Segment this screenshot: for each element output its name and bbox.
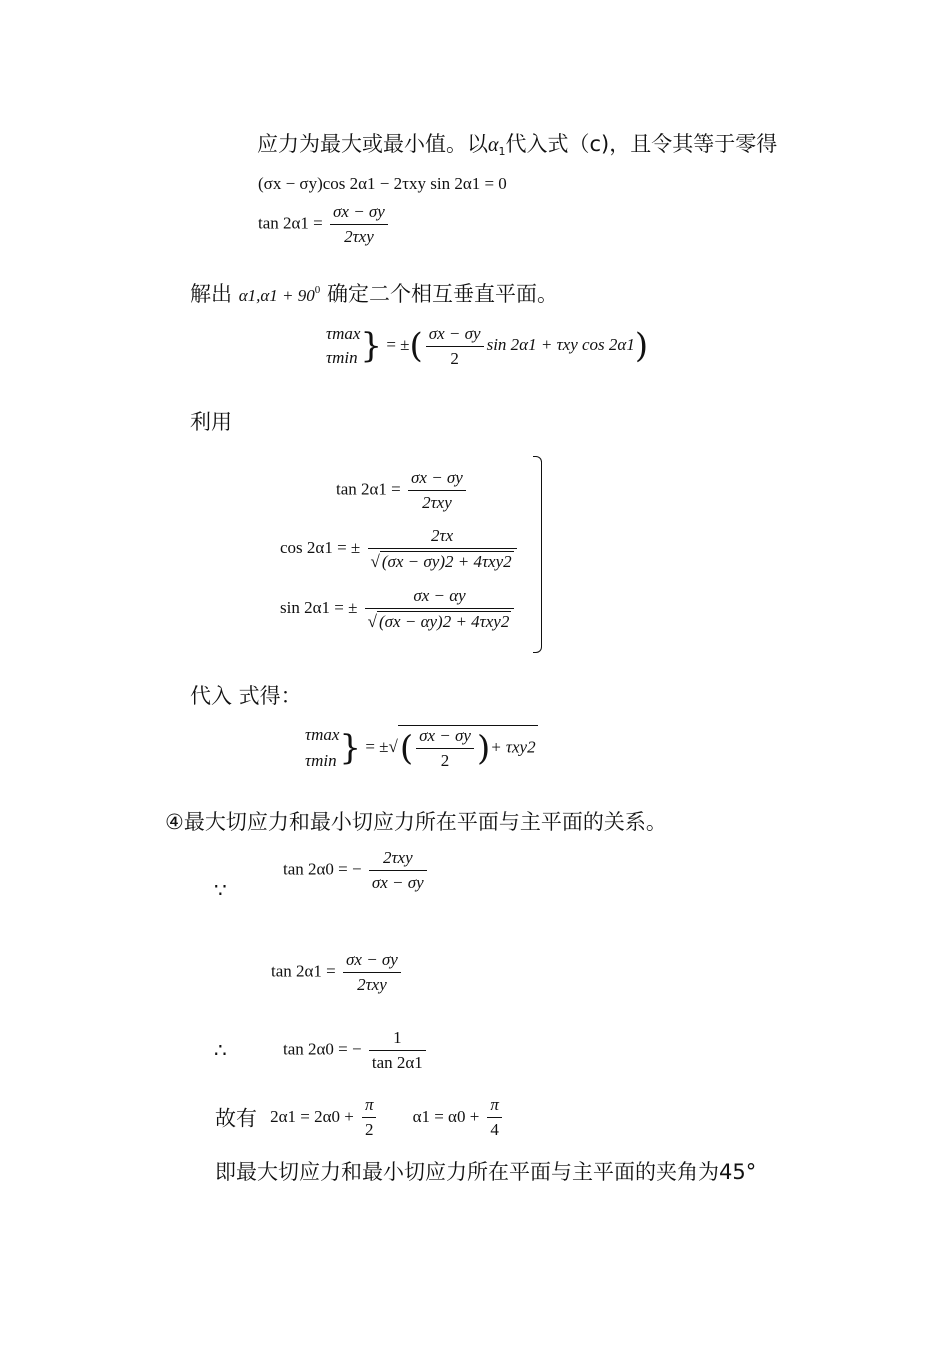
line1-text-a: 应力为最大或最小值。以 — [257, 132, 488, 156]
heading-4: ④最大切应力和最小切应力所在平面与主平面的关系。 — [165, 810, 667, 834]
eq2-lhs: tan 2α1 = — [258, 213, 323, 233]
eq4-eqpm: = ± — [365, 736, 389, 756]
eq4-fraction — [416, 726, 474, 771]
sys-sin-numerator: σx − αy — [365, 586, 515, 609]
eq7-lhs: tan 2α0 = − — [283, 1039, 362, 1059]
hence-line — [215, 1095, 505, 1140]
hence-eqB-lhs: α1 = α0 + — [412, 1107, 480, 1126]
eq5-lhs: tan 2α0 = − — [283, 859, 362, 879]
alpha-subscript: 1 — [498, 145, 506, 158]
sys-cos-numerator: 2τx — [368, 526, 517, 549]
eq3-numerator: σx − σy — [426, 324, 484, 347]
eq3-tau-stack — [326, 322, 360, 370]
text-line-1 — [257, 128, 777, 158]
equation-3 — [326, 322, 648, 370]
text-use: 利用 — [190, 410, 232, 434]
sys-sin-lhs: sin 2α1 = ± — [280, 597, 358, 617]
eq5-denominator: σx − σy — [371, 873, 424, 892]
eq5-fraction — [369, 848, 427, 893]
alpha-symbol: α — [488, 134, 499, 156]
eq4-tau-min: τmin — [305, 751, 337, 770]
line1-text-b: 代入式（c)，且令其等于零得 — [505, 132, 778, 156]
eq7-numerator: 1 — [369, 1028, 426, 1051]
eq6-lhs: tan 2α1 = — [271, 961, 336, 981]
hence-text: 故有 — [215, 1106, 257, 1131]
sys-right-brace — [533, 456, 542, 653]
equation-6 — [271, 950, 404, 995]
eq2-fraction — [330, 202, 388, 247]
solve-math: α1,α1 + 90 — [238, 286, 315, 305]
sys-tan-fraction — [408, 468, 466, 513]
hence-eqA-lhs: 2α1 = 2α0 + — [270, 1107, 354, 1126]
sys-sin-fraction — [365, 586, 515, 632]
text-substitute: 代入 式得： — [190, 684, 302, 708]
sys-tan-denominator: 2τxy — [422, 493, 452, 512]
eq3-rparen: ) — [634, 326, 649, 366]
eq6-fraction — [343, 950, 401, 995]
eq3-rest: sin 2α1 + τxy cos 2α1 — [486, 334, 635, 354]
solve-text-a: 解出 — [190, 282, 232, 306]
sys-sin-radicand: (σx − αy)2 + 4τxy2 — [379, 612, 510, 631]
equation-1: (σx − σy)cos 2α1 − 2τxy sin 2α1 = 0 — [258, 174, 507, 193]
eq4-numerator: σx − σy — [416, 726, 474, 749]
eq3-fraction — [426, 324, 484, 369]
hence-eqA-fraction — [362, 1095, 377, 1140]
equation-5 — [283, 848, 430, 893]
conclusion-line: 即最大切应力和最小切应力所在平面与主平面的夹角为45° — [215, 1160, 757, 1184]
hence-eqB-numerator: π — [487, 1095, 502, 1118]
sys-tan-lhs: tan 2α1 = — [336, 479, 401, 499]
eq4-rest: + τxy2 — [490, 736, 536, 756]
eq4-brace: } — [339, 728, 362, 768]
sys-cos-row — [280, 526, 520, 572]
eq3-tau-max: τmax — [326, 324, 361, 343]
eq3-eqpm: = ± — [386, 334, 410, 354]
sys-cos-radicand: (σx − σy)2 + 4τxy2 — [381, 552, 512, 571]
eq4-tau-stack — [305, 722, 339, 774]
eq4-denominator: 2 — [440, 750, 450, 770]
eq4-tau-max: τmax — [305, 725, 340, 744]
eq4-rparen: ) — [476, 728, 491, 768]
hence-eqB-denominator: 4 — [490, 1120, 499, 1139]
sys-tan-row — [336, 468, 469, 513]
equation-4: τmax τmin } = ±√( $\frac{\sigma x - \sigma y}{2}$ )+ τxy2 — [305, 722, 538, 774]
eq7-denominator: tan 2α1 — [371, 1053, 423, 1072]
eq2-numerator: σx − σy — [330, 202, 388, 225]
eq3-lparen: ( — [409, 326, 423, 366]
eq2-denominator: 2τxy — [344, 227, 374, 246]
sys-cos-denominator: √ (σx − σy)2 + 4τxy2 — [370, 552, 512, 571]
sys-sin-denominator: √ (σx − αy)2 + 4τxy2 — [367, 612, 510, 631]
eq3-brace: } — [360, 326, 383, 366]
eq6-denominator: 2τxy — [357, 975, 387, 994]
text-solve-line — [190, 278, 558, 308]
hence-eqB-fraction — [487, 1095, 502, 1140]
sys-cos-lhs: cos 2α1 = ± — [280, 537, 361, 557]
eq3-denominator: 2 — [450, 348, 459, 368]
solve-text-b: 确定二个相互垂直平面。 — [326, 282, 558, 306]
eq4-radical — [398, 725, 538, 771]
eq7-fraction — [369, 1028, 426, 1073]
equation-2 — [258, 202, 391, 247]
sys-cos-fraction — [368, 526, 517, 572]
solve-degree: 0 — [314, 284, 321, 296]
eq6-numerator: σx − σy — [343, 950, 401, 973]
eq4-lparen: ( — [399, 728, 414, 768]
hence-eqA-denominator: 2 — [364, 1120, 374, 1139]
eq3-tau-min: τmin — [326, 348, 358, 367]
equation-7 — [283, 1028, 429, 1073]
eq5-numerator: 2τxy — [369, 848, 427, 871]
because-symbol: ∵ — [214, 880, 227, 902]
sys-sin-row — [280, 586, 517, 632]
hence-eqA-numerator: π — [362, 1095, 377, 1118]
sys-tan-numerator: σx − σy — [408, 468, 466, 491]
therefore-symbol: ∴ — [214, 1040, 227, 1062]
